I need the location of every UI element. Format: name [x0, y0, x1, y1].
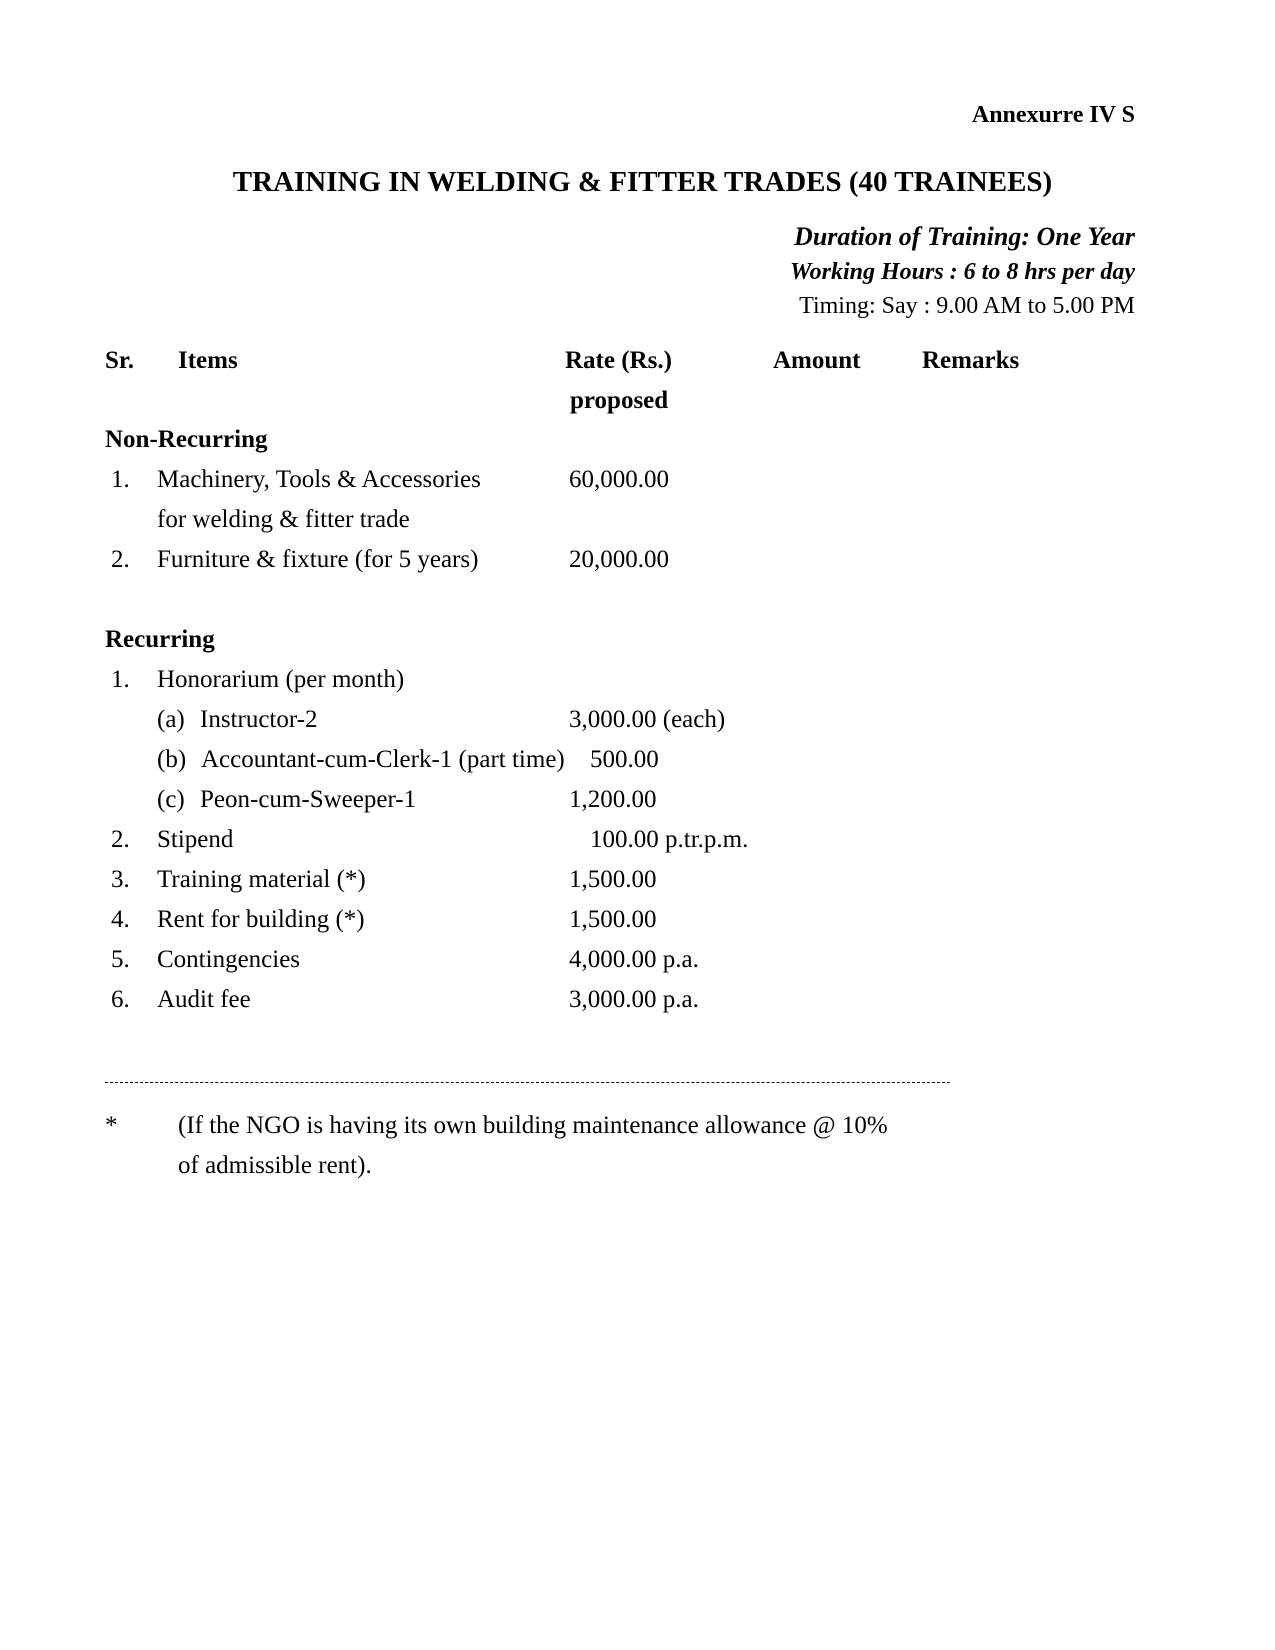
- header-items: Items: [178, 347, 238, 374]
- item-number: 4.: [111, 906, 130, 933]
- header-amount: Amount: [773, 347, 861, 374]
- duration-info: Duration of Training: One Year: [794, 222, 1135, 251]
- item-rate: 60,000.00: [569, 466, 669, 493]
- sub-item-label: Peon-cum-Sweeper-1: [200, 786, 417, 813]
- header-rate-proposed: proposed: [570, 387, 669, 414]
- item-number: 5.: [111, 946, 130, 973]
- item-label: Contingencies: [157, 946, 301, 973]
- item-label: Furniture & fixture (for 5 years): [157, 546, 479, 573]
- section-recurring: Recurring: [105, 626, 215, 653]
- sub-item-rate: 1,200.00: [569, 786, 657, 813]
- item-label: Stipend: [157, 826, 234, 853]
- timing-info: Timing: Say : 9.00 AM to 5.00 PM: [799, 293, 1135, 319]
- item-label: Training material (*): [157, 866, 366, 893]
- working-hours-info: Working Hours : 6 to 8 hrs per day: [790, 259, 1135, 285]
- header-rate: Rate (Rs.): [565, 347, 672, 374]
- item-label: Rent for building (*): [157, 906, 365, 933]
- dashed-divider: [105, 1082, 950, 1083]
- page-title: TRAINING IN WELDING & FITTER TRADES (40 TRAINEES): [232, 166, 1053, 198]
- item-rate: 1,500.00: [569, 866, 657, 893]
- annexure-label: Annexurre IV S: [971, 102, 1135, 128]
- sub-item-rate: 3,000.00 (each): [569, 706, 726, 733]
- sub-item-letter: (c): [157, 786, 185, 813]
- sub-item-letter: (a): [157, 706, 185, 733]
- item-number: 3.: [111, 866, 130, 893]
- sub-item-label: Instructor-2: [200, 706, 318, 733]
- item-rate: 1,500.00: [569, 906, 657, 933]
- section-non-recurring: Non-Recurring: [105, 426, 268, 453]
- sub-item-letter: (b): [157, 746, 187, 773]
- footnote-text: (If the NGO is having its own building maintenance allowance @ 10%: [178, 1112, 888, 1139]
- item-rate: 3,000.00 p.a.: [569, 986, 699, 1013]
- footnote-text-cont: of admissible rent).: [178, 1152, 372, 1179]
- item-number: 2.: [111, 826, 130, 853]
- item-label: Machinery, Tools & Accessories: [157, 466, 481, 493]
- item-label-cont: for welding & fitter trade: [157, 506, 410, 533]
- item-rate: 100.00 p.tr.p.m.: [590, 826, 749, 853]
- item-number: 6.: [111, 986, 130, 1013]
- item-rate: 20,000.00: [569, 546, 669, 573]
- item-label: Audit fee: [157, 986, 251, 1013]
- item-number: 2.: [111, 546, 130, 573]
- header-sr: Sr.: [105, 347, 134, 374]
- item-rate: 4,000.00 p.a.: [569, 946, 699, 973]
- item-number: 1.: [111, 466, 130, 493]
- footnote-marker: *: [105, 1112, 118, 1139]
- item-number: 1.: [111, 666, 130, 693]
- sub-item-rate: 500.00: [590, 746, 659, 773]
- item-label: Honorarium (per month): [157, 666, 405, 693]
- sub-item-label: Accountant-cum-Clerk-1 (part time): [201, 746, 565, 773]
- header-remarks: Remarks: [922, 347, 1020, 374]
